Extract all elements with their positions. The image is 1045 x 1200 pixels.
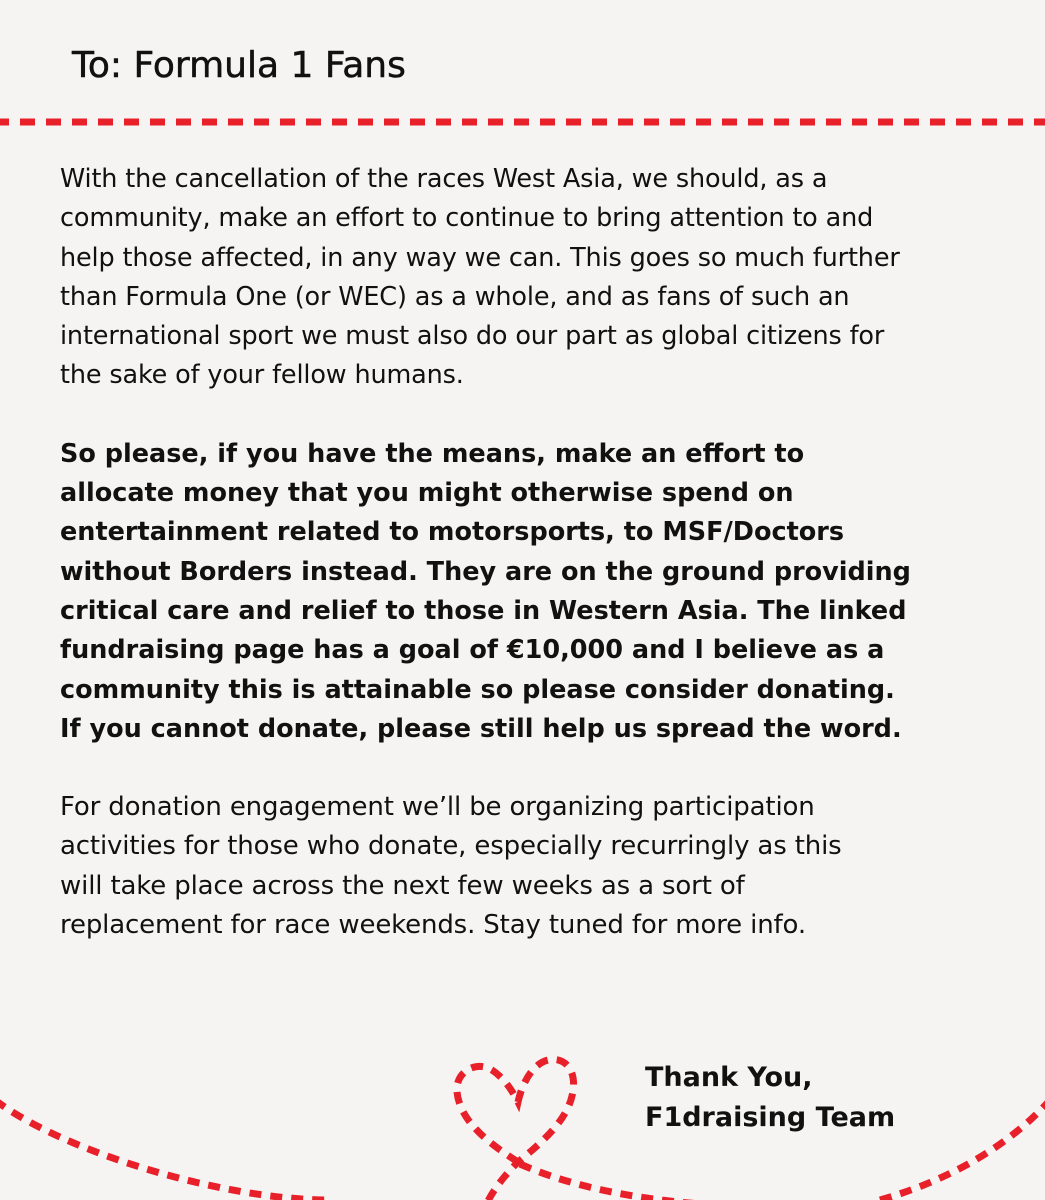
signature: F1draising Team bbox=[645, 1102, 896, 1133]
paragraph-appeal: So please, if you have the means, make an effort to allocate money that you might otherwise spend on entertainment related to motorsports, to MSF/Doctors without Borders instead. They are on the ground providing critical care and relief to those in Western Asia. The linked fundraising page has a goal of €10,000 and I believe as a community this is attainable so please consider donating. If you cannot donate, please still help us spread the word. bbox=[60, 438, 911, 744]
paragraph-intro: With the cancellation of the races West Asia, we should, as a community, make an effort to continue to bring attention to and help those affected, in any way we can. This goes so much further than Formula One (or WEC) as a whole, and as fans of such an international sport we must also do our part as global citizens for the sake of your fellow humans. bbox=[60, 164, 900, 391]
signoff bbox=[645, 1058, 895, 1138]
letter-body bbox=[60, 160, 1010, 945]
letter-recipient: To: Formula 1 Fans bbox=[72, 45, 406, 86]
dashed-divider bbox=[0, 114, 1045, 130]
paragraph-engagement: For donation engagement we’ll be organizing participation activities for those who donate, especially recurringly as this will take place across the next few weeks as a sort of replacement for race weekends. Stay tuned for more info. bbox=[60, 792, 842, 941]
closing-line: Thank You, bbox=[645, 1062, 813, 1093]
